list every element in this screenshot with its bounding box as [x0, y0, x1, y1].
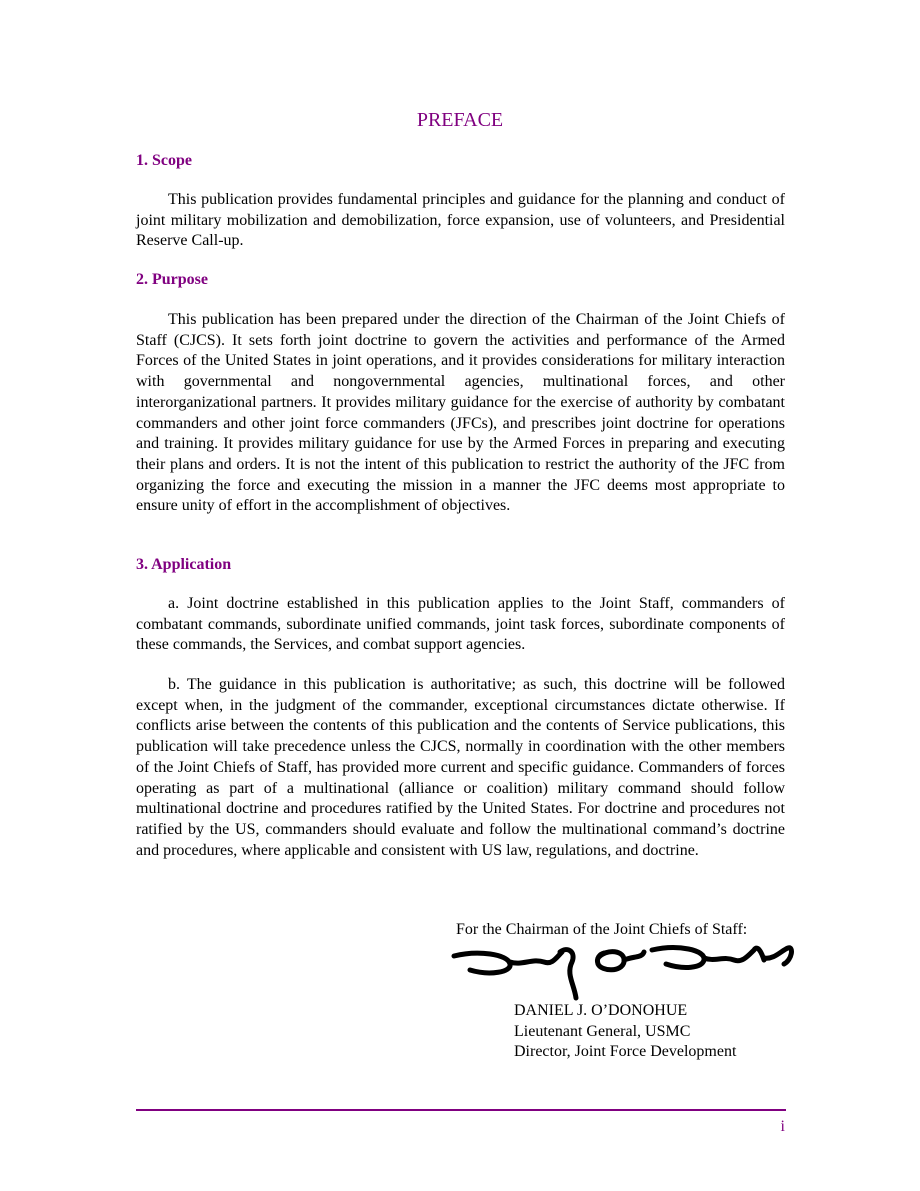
section-heading-application: 3. Application	[136, 556, 232, 573]
signature-for-line: For the Chairman of the Joint Chiefs of Staff:	[456, 921, 748, 938]
paragraph-scope: This publication provides fundamental principles and guidance for the planning and conduct of joint military mobilization and demobilization, force expansion, use of volunteers, and Presidential Reserve Call-up.	[136, 191, 785, 250]
footer-divider	[136, 1109, 786, 1111]
signer-position: Director, Joint Force Development	[514, 1043, 737, 1061]
paragraph-application-a: a. Joint doctrine established in this publication applies to the Joint Staff, commanders of combatant commands, subordinate unified commands, joint task forces, subordinate components of these commands, the Services, and combat support agencies.	[136, 595, 785, 654]
paragraph-application-b: b. The guidance in this publication is authoritative; as such, this doctrine will be followed except when, in the judgment of the commander, exceptional circumstances dictate otherwise. If conflicts arise between the contents of this publication and the contents of Service publications, this publication will take precedence unless the CJCS, normally in coordination with the other members of the Joint Chiefs of Staff, has provided more current and specific guidance. Commanders of forces operating as part of a multinational (alliance or coalition) military command should follow multinational doctrine and procedures ratified by the United States. For doctrine and procedures not ratified by the US, commanders should evaluate and follow the multinational command’s doctrine and procedures, where applicable and consistent with US law, regulations, and doctrine.	[136, 676, 785, 859]
signer-rank: Lieutenant General, USMC	[514, 1022, 691, 1040]
signer-name: DANIEL J. O’DONOHUE	[514, 1002, 688, 1019]
paragraph-purpose: This publication has been prepared under the direction of the Chairman of the Joint Chiefs of Staff (CJCS). It sets forth joint doctrine to govern the activities and performance of the Armed Forces of the United States in joint operations, and it provides considerations for military interaction with governmental and nongovernmental agencies, multinational forces, and other interorganizational partners. It provides military guidance for the exercise of authority by combatant commanders and other joint force commanders (JFCs), and prescribes joint doctrine for operations and training. It provides military guidance for use by the Armed Forces in preparing and executing their plans and orders. It is not the intent of this publication to restrict the authority of the JFC from organizing the force and executing the mission in a manner the JFC deems most appropriate to ensure unity of effort in the accomplishment of objectives.	[136, 311, 785, 515]
signature-block	[514, 1001, 736, 1063]
page-number: i	[780, 1118, 785, 1135]
handwritten-signature	[448, 936, 798, 1006]
page-title: PREFACE	[416, 109, 504, 131]
section-heading-purpose: 2. Purpose	[136, 271, 208, 288]
section-heading-scope: 1. Scope	[136, 152, 192, 169]
